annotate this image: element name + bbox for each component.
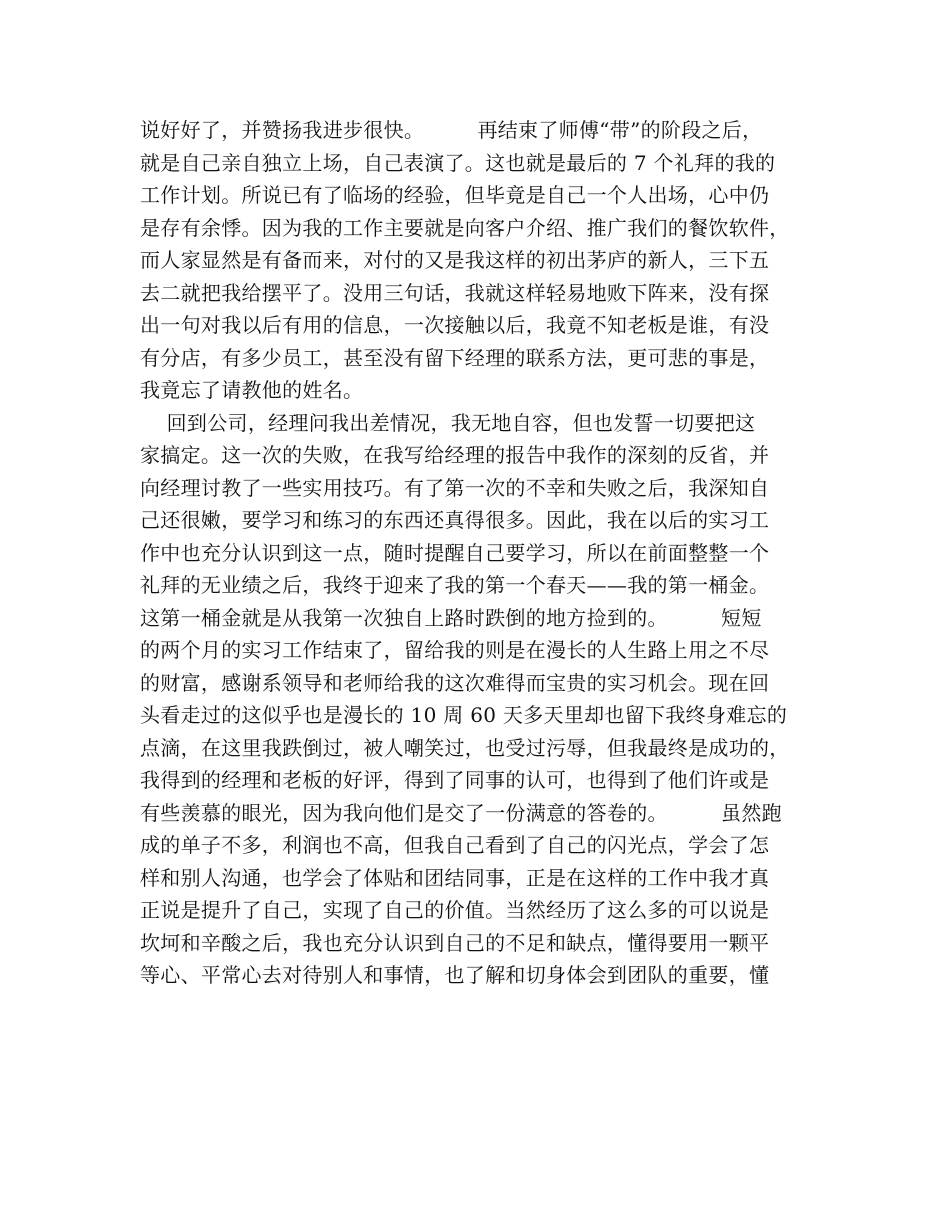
- text-line: 出一句对我以后有用的信息，一次接触以后，我竟不知老板是谁，有没: [140, 313, 770, 337]
- body-text: [140, 114, 830, 992]
- text-line: 回到公司，经理问我出差情况，我无地自容，但也发誓一切要把这: [140, 410, 756, 435]
- text-line: 等心、平常心去对待别人和事情，也了解和切身体会到团队的重要，懂: [140, 963, 770, 987]
- text-line: 而人家显然是有备而来，对付的又是我这样的初出茅庐的新人，三下五: [140, 248, 770, 272]
- text-line: 向经理讨教了一些实用技巧。有了第一次的不幸和失败之后，我深知自: [140, 475, 770, 500]
- text-line: 有分店，有多少员工，甚至没有留下经理的联系方法，更可悲的事是，: [140, 345, 770, 370]
- text-line: 己还很嫩，要学习和练习的东西还真得很多。因此，我在以后的实习工: [140, 508, 770, 532]
- text-line: 说好好了，并赞扬我进步很快。 再结束了师傅“带”的阶段之后，: [140, 118, 763, 142]
- text-line: 作中也充分认识到这一点，随时提醒自己要学习，所以在前面整整一个: [140, 540, 770, 565]
- text-line: 有些羡慕的眼光，因为我向他们是交了一份满意的答卷的。 虽然跑: [140, 800, 782, 825]
- text-line: 礼拜的无业绩之后，我终于迎来了我的第一个春天——我的第一桶金。: [140, 573, 770, 597]
- text-line: 正说是提升了自己，实现了自己的价值。当然经历了这么多的可以说是: [140, 898, 770, 922]
- text-line: 样和别人沟通，也学会了体贴和团结同事，正是在这样的工作中我才真: [140, 865, 770, 890]
- text-line: 我得到的经理和老板的好评，得到了同事的认可，也得到了他们许或是: [140, 768, 770, 792]
- text-line: 的两个月的实习工作结束了，留给我的则是在漫长的人生路上用之不尽: [140, 638, 770, 662]
- text-line: 这第一桶金就是从我第一次独自上路时跌倒的地方捡到的。 短短: [140, 605, 762, 630]
- text-line: 我竟忘了请教他的姓名。: [140, 378, 364, 402]
- text-line: 去二就把我给摆平了。没用三句话，我就这样轻易地败下阵来，没有探: [140, 280, 770, 305]
- text-line: 工作计划。所说已有了临场的经验，但毕竟是自己一个人出场，心中仍: [140, 183, 770, 207]
- text-line: 就是自己亲自独立上场，自己表演了。这也就是最后的 7 个礼拜的我的: [140, 150, 776, 175]
- text-line: 是存有余悸。因为我的工作主要就是向客户介绍、推广我们的餐饮软件，: [140, 215, 790, 240]
- text-line: 的财富，感谢系领导和老师给我的这次难得而宝贵的实习机会。现在回: [140, 670, 770, 695]
- text-line: 成的单子不多，利润也不高，但我自己看到了自己的闪光点，学会了怎: [140, 833, 770, 857]
- text-line: 头看走过的这似乎也是漫长的 10 周 60 天多天里却也留下我终身难忘的: [140, 703, 788, 727]
- text-line: 坎坷和辛酸之后，我也充分认识到自己的不足和缺点，懂得要用一颗平: [140, 930, 770, 955]
- text-line: 家搞定。这一次的失败，在我写给经理的报告中我作的深刻的反省，并: [140, 443, 770, 467]
- text-line: 点滴，在这里我跌倒过，被人嘲笑过，也受过污辱，但我最终是成功的，: [140, 735, 790, 760]
